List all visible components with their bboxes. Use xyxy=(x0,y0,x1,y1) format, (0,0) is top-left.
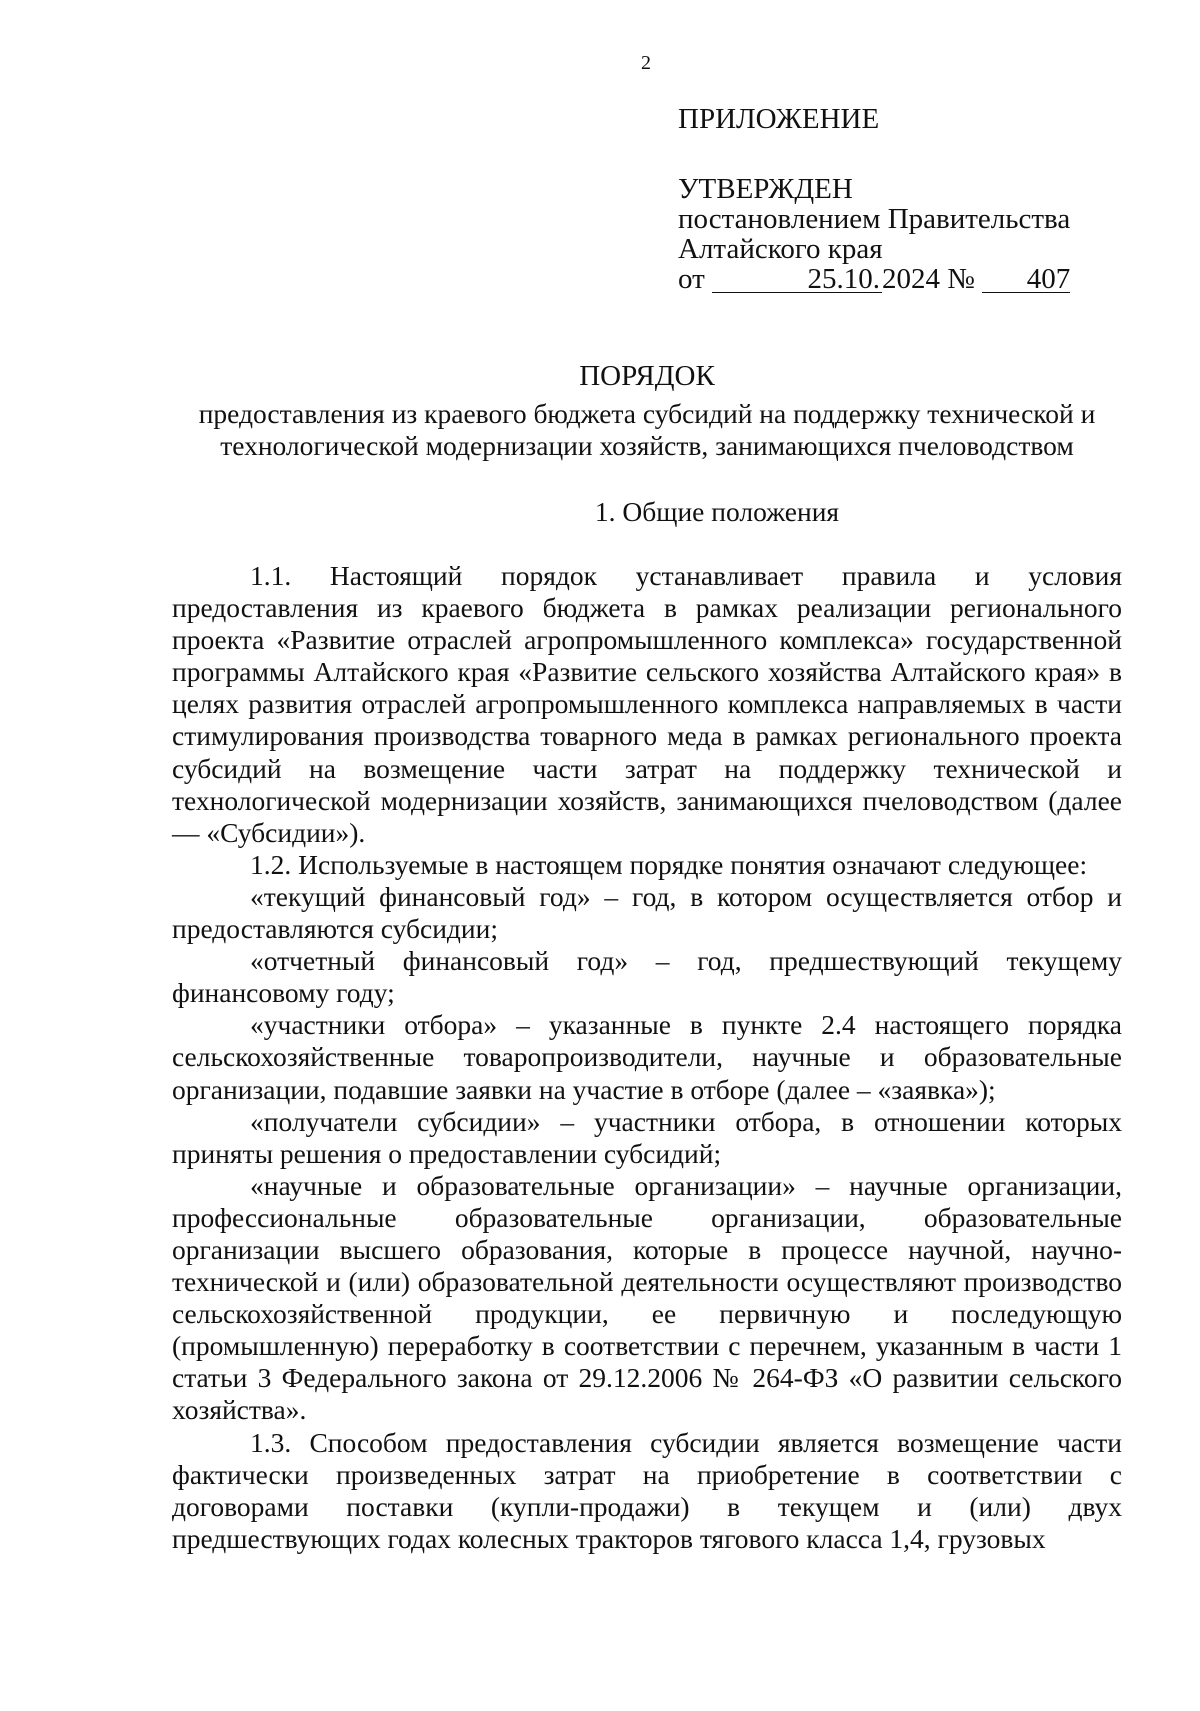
appendix-label: ПРИЛОЖЕНИЕ xyxy=(678,103,880,135)
date-field: 25.10. xyxy=(712,266,882,293)
paragraph: «научные и образовательные организации» – научные организации, профессиональные образовательные организации, образовательные организации высшего образования, которые в процессе научной, научно-технической и (или) образовательной деятельности осуществляют производство сельскохозяйственной продукции, ее первичную и последующую (промышленную) переработку в соответствии с перечнем, указанным в части 1 статьи 3 Федерального закона от 29.12.2006 № 264-ФЗ «О развитии сельского хозяйства». xyxy=(172,1169,1122,1426)
document-title: ПОРЯДОК xyxy=(579,360,715,392)
approved-label: УТВЕРЖДЕН xyxy=(678,173,853,205)
paragraph: «отчетный финансовый год» – год, предшествующий текущему финансовому году; xyxy=(172,945,1122,1009)
paragraph: 1.3. Способом предоставления субсидии является возмещение части фактически произведенных затрат на приобретение в соответствии с договорами поставки (купли-продажи) в текущем и (или) двух предшествующих годах колесных тракторов тягового класса 1,4, грузовых xyxy=(172,1426,1122,1554)
number-field: 407 xyxy=(982,266,1070,293)
approval-line-2: Алтайского края xyxy=(678,233,883,265)
section-title: 1. Общие положения xyxy=(594,496,840,527)
approval-date-line xyxy=(678,264,1118,294)
document-body xyxy=(172,560,1122,1555)
paragraph: 1.2. Используемые в настоящем порядке понятия означают следующее: xyxy=(250,848,1088,880)
paragraph: «текущий финансовый год» – год, в котором осуществляется отбор и предоставляются субсидии; xyxy=(172,880,1122,945)
date-prefix: от xyxy=(678,263,705,295)
paragraph: «участники отбора» – указанные в пункте 2.4 настоящего порядка сельскохозяйственные товаропроизводители, научные и образовательные организации, подавшие заявки на участие в отборе (далее – «заявка»); xyxy=(172,1009,1122,1105)
approval-line-1: постановлением Правительства xyxy=(678,203,1071,235)
approval-block xyxy=(678,104,1118,294)
paragraph: 1.1. Настоящий порядок устанавливает правила и условия предоставления из краевого бюджета в рамках реализации регионального проекта «Развитие отраслей агропромышленного комплекса» государственной программы Алтайского края «Развитие сельского хозяйства Алтайского края» в целях развития отраслей агропромышленного комплекса направляемых в части стимулирования производства товарного меда в рамках регионального проекта субсидий на возмещение части затрат на поддержку технической и технологической модернизации хозяйств, занимающихся пчеловодством (далее — «Субсидии»). xyxy=(172,560,1122,848)
document-subtitle: предоставления из краевого бюджета субсидий на поддержку технической и технологической модернизации хозяйств, занимающихся пчеловодством xyxy=(198,398,1096,461)
year-label: 2024 № xyxy=(882,263,975,295)
page-number: 2 xyxy=(641,52,651,74)
paragraph: «получатели субсидии» – участники отбора, в отношении которых приняты решения о предоставлении субсидий; xyxy=(172,1105,1122,1169)
